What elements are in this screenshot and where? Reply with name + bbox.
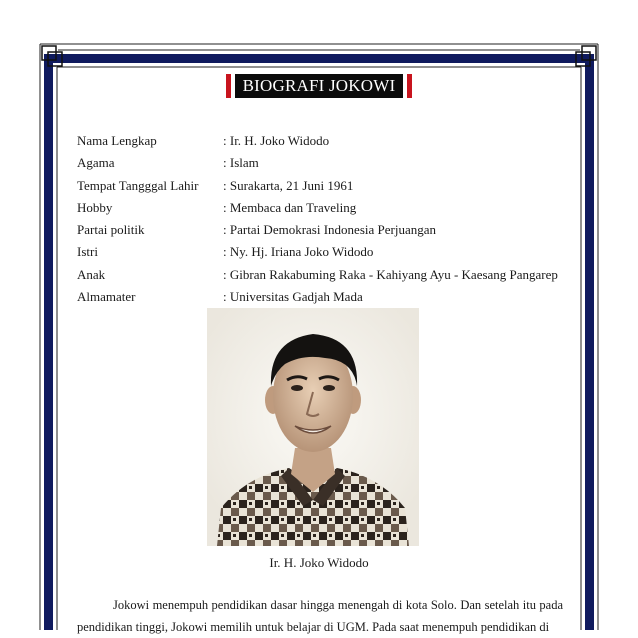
bio-value: : Universitas Gadjah Mada [223, 289, 363, 305]
title-accent-left [226, 74, 231, 98]
bio-value: : Partai Demokrasi Indonesia Perjuangan [223, 222, 436, 238]
bio-value: : Ny. Hj. Iriana Joko Widodo [223, 244, 374, 260]
bio-row-wife [77, 241, 577, 263]
document-title: BIOGRAFI JOKOWI [235, 74, 404, 98]
title-accent-right [407, 74, 412, 98]
bio-row-hobby [77, 197, 577, 219]
title-block [0, 74, 638, 98]
bio-row-birth [77, 175, 577, 197]
portrait-photo [207, 308, 419, 546]
bio-row-party [77, 219, 577, 241]
bio-value: : Gibran Rakabuming Raka - Kahiyang Ayu - Kaesang Pangarep [223, 266, 558, 282]
bio-label: Partai politik [77, 222, 145, 238]
biography-list [77, 130, 577, 308]
bio-label: Agama [77, 155, 115, 171]
bio-row-children [77, 264, 577, 286]
photo-caption: Ir. H. Joko Widodo [269, 555, 369, 570]
bio-row-almamater [77, 286, 577, 308]
bio-label: Almamater [77, 289, 136, 305]
bio-label: Anak [77, 266, 106, 282]
bio-value: : Ir. H. Joko Widodo [223, 133, 330, 148]
bio-label: Nama Lengkap [77, 133, 157, 148]
body-paragraph: Jokowi menempuh pendidikan dasar hingga menengah di kota Solo. Dan setelah itu pada pendidikan tinggi, Jokowi memilih untuk belajar di UGM. Pada saat menempuh pendidikan di [77, 598, 563, 634]
bio-row-full-name [77, 130, 577, 152]
bio-label: Hobby [77, 199, 113, 215]
bio-row-religion [77, 152, 577, 174]
bio-value: : Membaca dan Traveling [223, 199, 357, 215]
bio-label: Istri [77, 244, 98, 260]
bio-value: : Islam [223, 155, 259, 171]
bio-value: : Surakarta, 21 Juni 1961 [223, 177, 354, 193]
bio-label: Tempat Tangggal Lahir [77, 177, 199, 193]
